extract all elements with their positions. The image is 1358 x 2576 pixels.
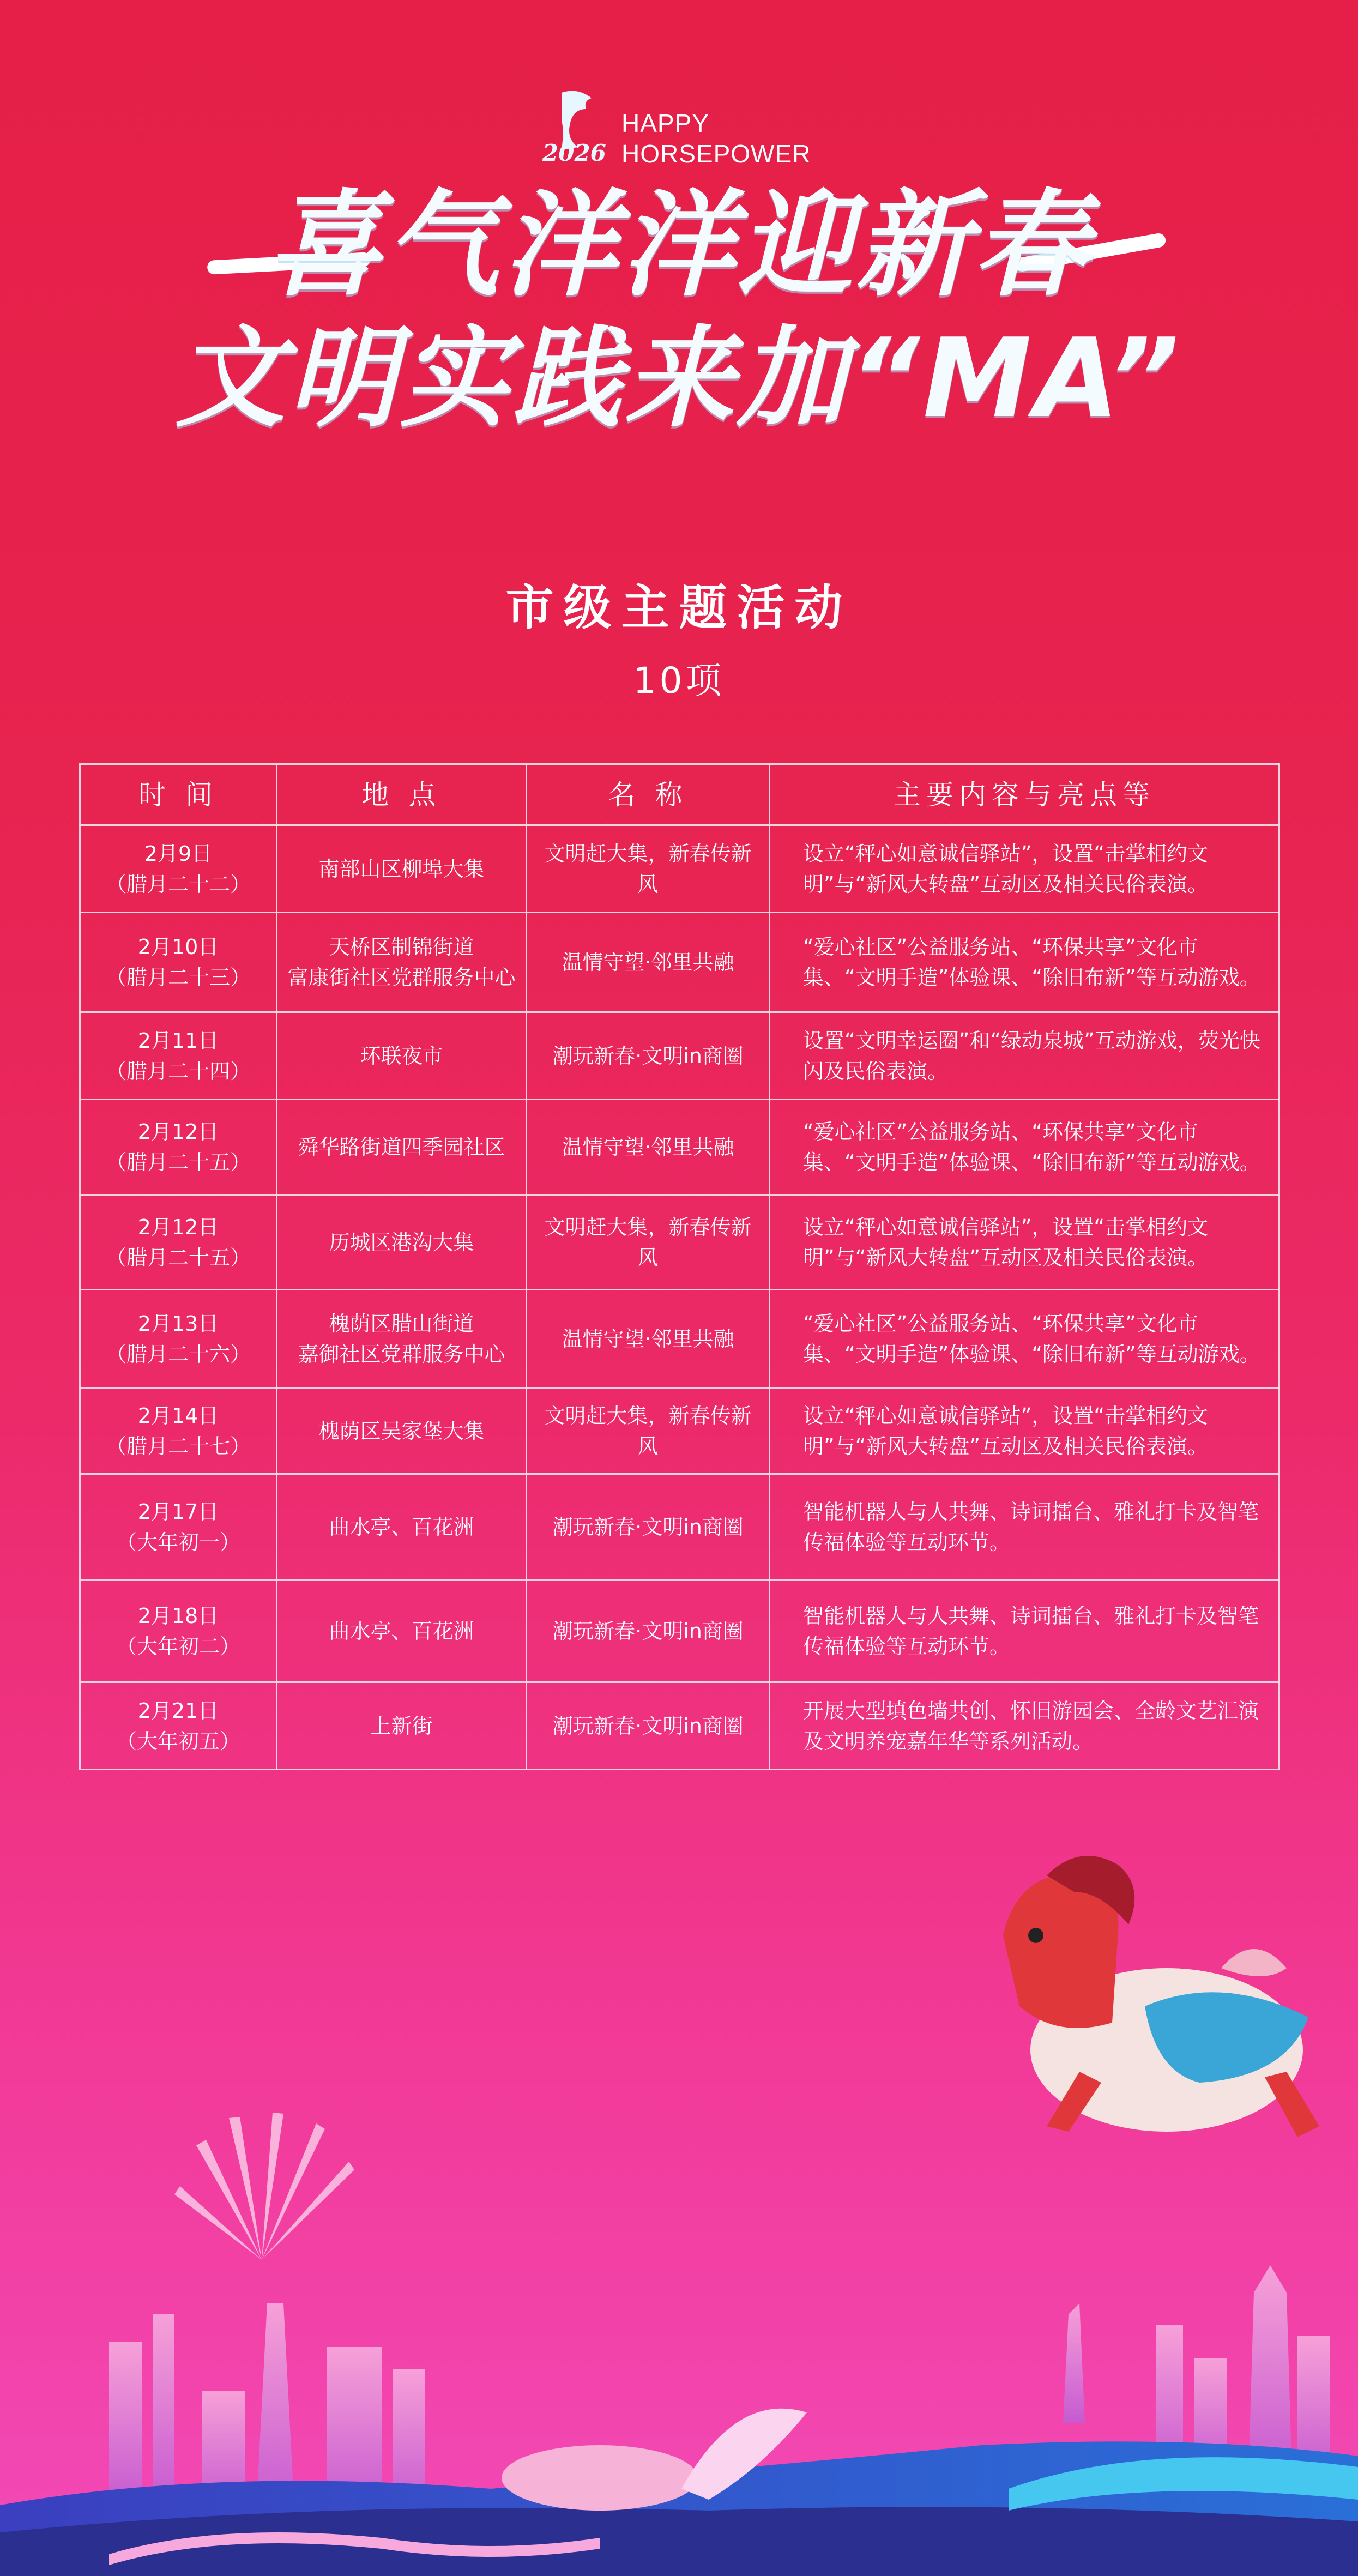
cell-place: [277, 1474, 527, 1580]
date: 2月14日: [137, 1404, 219, 1428]
date: 2月21日: [137, 1698, 219, 1723]
header-content: 主要内容与亮点等: [770, 764, 1279, 825]
cell-content: “爱心社区”公益服务站、“环保共享”文化市集、“文明手造”体验课、“除旧布新”等互动游戏。: [770, 1100, 1279, 1195]
cell-content: 开展大型填色墙共创、怀旧游园会、全龄文艺汇演及文明养宠嘉年华等系列活动。: [770, 1682, 1279, 1770]
logo-line2: HORSEPOWER: [621, 140, 811, 168]
date: 2月9日: [144, 841, 213, 866]
lunar-date: （腊月二十三）: [105, 966, 251, 990]
cell-content: “爱心社区”公益服务站、“环保共享”文化市集、“文明手造”体验课、“除旧布新”等互动游戏。: [770, 1290, 1279, 1389]
table-row: [80, 825, 1279, 913]
place: 槐荫区吴家堡大集: [318, 1419, 485, 1443]
header-place: 地 点: [277, 764, 527, 825]
cell-name: 温情守望·邻里共融: [527, 913, 770, 1012]
cell-name: 潮玩新春·文明in商圈: [527, 1474, 770, 1580]
cell-content: 智能机器人与人共舞、诗词擂台、雅礼打卡及智笔传福体验等互动环节。: [770, 1580, 1279, 1682]
table-row: [80, 1580, 1279, 1682]
cell-place: [277, 1580, 527, 1682]
svg-text:2026: 2026: [542, 140, 606, 166]
lunar-date: （腊月二十五）: [105, 1245, 251, 1270]
place: 曲水亭、百花洲: [329, 1619, 474, 1643]
cell-name: 文明赶大集，新春传新风: [527, 1195, 770, 1290]
place-detail: 嘉御社区党群服务中心: [298, 1342, 505, 1366]
place: 曲水亭、百花洲: [329, 1515, 474, 1539]
place: 南部山区柳埠大集: [318, 856, 485, 881]
cell-time: [80, 1682, 277, 1770]
date: 2月18日: [137, 1604, 219, 1628]
cell-content: 智能机器人与人共舞、诗词擂台、雅礼打卡及智笔传福体验等互动环节。: [770, 1474, 1279, 1580]
horse-2026-logo-icon: [540, 87, 611, 169]
cell-place: [277, 825, 527, 913]
section-count: 10项: [633, 660, 725, 702]
cell-time: [80, 825, 277, 913]
table-row: [80, 1474, 1279, 1580]
lunar-date: （腊月二十六）: [105, 1342, 251, 1366]
cell-place: [277, 1100, 527, 1195]
lunar-date: （大年初五）: [116, 1729, 240, 1753]
table-row: [80, 1389, 1279, 1474]
cell-time: [80, 1389, 277, 1474]
place: 舜华路街道四季园社区: [298, 1135, 505, 1159]
place: 槐荫区腊山街道: [329, 1312, 474, 1336]
cell-name: 文明赶大集，新春传新风: [527, 1389, 770, 1474]
cell-content: “爱心社区”公益服务站、“环保共享”文化市集、“文明手造”体验课、“除旧布新”等互动游戏。: [770, 913, 1279, 1012]
cell-content: 设置“文明幸运圈”和“绿动泉城”互动游戏，荧光快闪及民俗表演。: [770, 1012, 1279, 1100]
cell-time: [80, 1474, 277, 1580]
cell-place: [277, 1389, 527, 1474]
table-row: [80, 1012, 1279, 1100]
city-skyline-illustration: [0, 2085, 1358, 2576]
place: 环联夜市: [360, 1043, 443, 1068]
cell-name: 文明赶大集，新春传新风: [527, 825, 770, 913]
table-row: [80, 1290, 1279, 1389]
place: 天桥区制锦街道: [329, 935, 474, 959]
activity-table: [79, 763, 1280, 1770]
table-row: [80, 1195, 1279, 1290]
cell-content: 设立“秤心如意诚信驿站”，设置“击掌相约文明”与“新风大转盘”互动区及相关民俗表演。: [770, 1389, 1279, 1474]
cell-time: [80, 913, 277, 1012]
cell-time: [80, 1290, 277, 1389]
cell-time: [80, 1195, 277, 1290]
cell-place: [277, 1195, 527, 1290]
cell-place: [277, 1290, 527, 1389]
place: 历城区港沟大集: [329, 1230, 474, 1254]
date: 2月11日: [137, 1028, 219, 1053]
cell-name: 潮玩新春·文明in商圈: [527, 1682, 770, 1770]
header-name: 名 称: [527, 764, 770, 825]
lunar-date: （腊月二十四）: [105, 1059, 251, 1083]
logo: [540, 87, 845, 174]
section-heading: 市级主题活动: [505, 580, 853, 636]
cell-name: 潮玩新春·文明in商圈: [527, 1580, 770, 1682]
date: 2月12日: [137, 1215, 219, 1239]
date: 2月10日: [137, 935, 219, 959]
date: 2月13日: [137, 1312, 219, 1336]
cell-time: [80, 1100, 277, 1195]
cell-name: 温情守望·邻里共融: [527, 1100, 770, 1195]
lunar-date: （大年初一）: [116, 1530, 240, 1554]
cell-name: 温情守望·邻里共融: [527, 1290, 770, 1389]
date: 2月12日: [137, 1120, 219, 1144]
title-line-1: 喜气洋洋迎新春: [267, 178, 1091, 312]
cell-time: [80, 1580, 277, 1682]
place-detail: 富康街社区党群服务中心: [287, 966, 516, 990]
lunar-date: （腊月二十七）: [105, 1434, 251, 1458]
cell-name: 潮玩新春·文明in商圈: [527, 1012, 770, 1100]
cell-place: [277, 913, 527, 1012]
lunar-date: （腊月二十五）: [105, 1150, 251, 1174]
title-line-2: 文明实践来加“MA”: [176, 315, 1182, 442]
table-row: [80, 1682, 1279, 1770]
date: 2月17日: [137, 1500, 219, 1524]
cell-place: [277, 1012, 527, 1100]
cell-time: [80, 1012, 277, 1100]
header-time: 时 间: [80, 764, 277, 825]
table-row: [80, 1100, 1279, 1195]
logo-line1: HAPPY: [621, 109, 709, 137]
place: 上新街: [370, 1714, 433, 1738]
table-header-row: [80, 764, 1279, 825]
table-row: [80, 913, 1279, 1012]
lunar-date: （大年初二）: [116, 1634, 240, 1658]
cell-content: 设立“秤心如意诚信驿站”，设置“击掌相约文明”与“新风大转盘”互动区及相关民俗表演。: [770, 825, 1279, 913]
cell-place: [277, 1682, 527, 1770]
cell-content: 设立“秤心如意诚信驿站”，设置“击掌相约文明”与“新风大转盘”互动区及相关民俗表演。: [770, 1195, 1279, 1290]
lunar-date: （腊月二十二）: [105, 872, 251, 896]
